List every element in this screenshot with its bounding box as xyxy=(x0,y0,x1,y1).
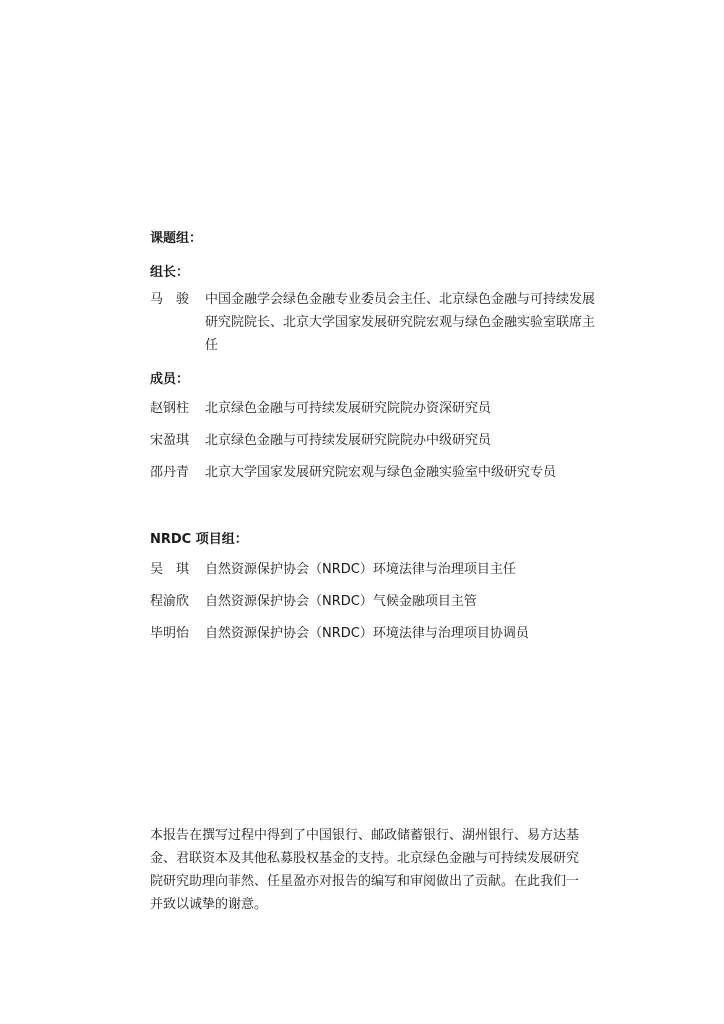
leader-title: 中国金融学会绿色金融专业委员会主任、北京绿色金融与可持续发展研究院院长、北京大学国家发展研究院宏观与绿色金融实验室联席主任 xyxy=(205,292,596,353)
nrdc-member-name: 毕明怡 xyxy=(150,626,190,641)
member-entry xyxy=(150,429,600,452)
nrdc-member-title: 自然资源保护协会（NRDC）气候金融项目主管 xyxy=(205,594,477,609)
nrdc-member-title: 自然资源保护协会（NRDC）环境法律与治理项目主任 xyxy=(205,562,516,577)
member-title: 北京绿色金融与可持续发展研究院院办中级研究员 xyxy=(205,433,492,448)
nrdc-member-entry xyxy=(150,622,600,645)
acknowledgement-paragraph: 本报告在撰写过程中得到了中国银行、邮政储蓄银行、湖州银行、易方达基金、君联资本及其他私募股权基金的支持。北京绿色金融与可持续发展研究院研究助理向菲然、任星盈亦对报告的编写和审阅做出了贡献。在此我们一并致以诚挚的谢意。 xyxy=(150,828,580,912)
leader-heading: 组长： xyxy=(150,265,190,280)
nrdc-member-title: 自然资源保护协会（NRDC）环境法律与治理项目协调员 xyxy=(205,626,529,641)
member-name: 赵钢柱 xyxy=(150,401,190,416)
member-title: 北京大学国家发展研究院宏观与绿色金融实验室中级研究专员 xyxy=(205,465,557,480)
nrdc-member-entry xyxy=(150,558,600,581)
nrdc-member-entry xyxy=(150,590,600,613)
leader-entry xyxy=(150,288,600,357)
nrdc-member-name: 吴 琪 xyxy=(150,562,190,577)
nrdc-member-name: 程渝欣 xyxy=(150,594,190,609)
member-name: 宋盈琪 xyxy=(150,433,190,448)
member-entry xyxy=(150,461,600,484)
member-title: 北京绿色金融与可持续发展研究院院办资深研究员 xyxy=(205,401,492,416)
leader-name: 马 骏 xyxy=(150,292,190,307)
member-entry xyxy=(150,397,600,420)
member-name: 邵丹青 xyxy=(150,465,190,480)
nrdc-heading: NRDC 项目组： xyxy=(150,532,248,547)
members-heading: 成员： xyxy=(150,372,190,387)
team-heading: 课题组： xyxy=(150,231,203,246)
